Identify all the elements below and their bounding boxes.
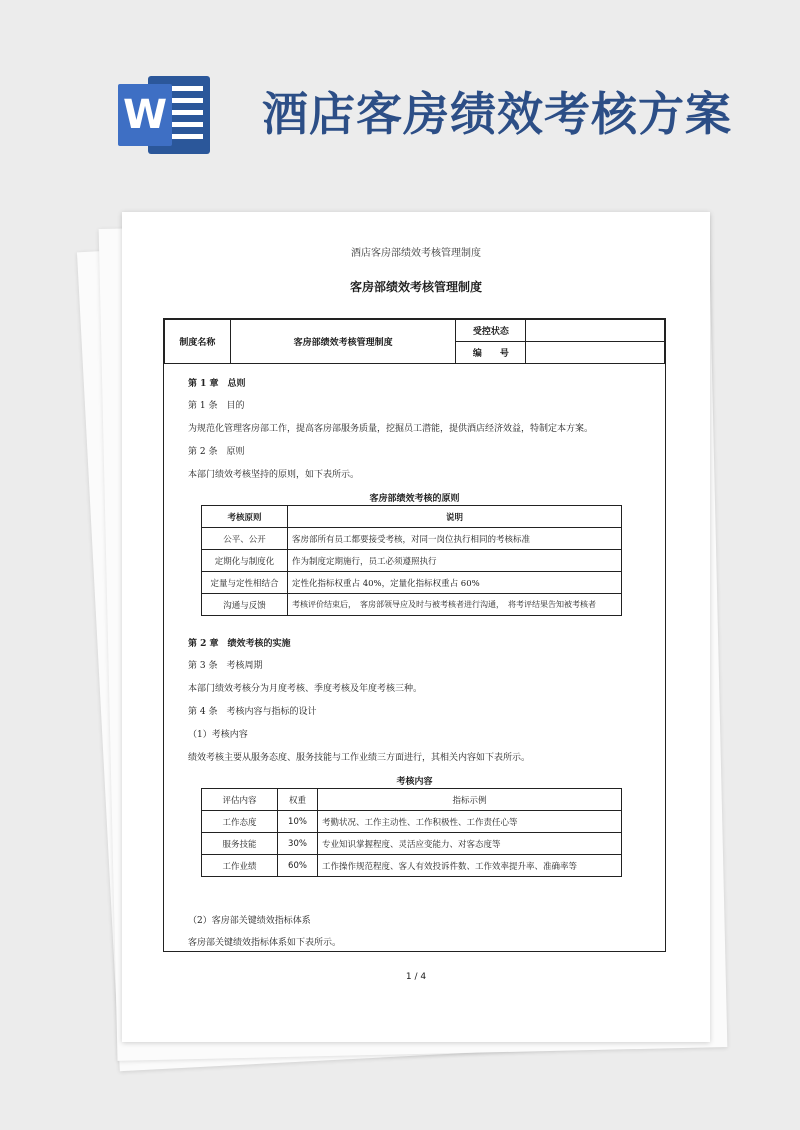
table-cell: 考勤状况、工作主动性、工作积极性、工作责任心等: [318, 811, 622, 833]
content-table-caption: 考核内容: [396, 777, 433, 787]
paragraph-2: 本部门绩效考核坚持的原则，如下表所示。: [188, 470, 360, 480]
paragraph-3: 本部门绩效考核分为月度考核、季度考核及年度考核三种。: [188, 684, 423, 694]
table-cell: 定量与定性相结合: [202, 572, 288, 594]
table-row: [202, 789, 622, 811]
number-value: [526, 342, 665, 364]
word-icon-letter: W: [118, 84, 172, 146]
table-cell: 工作态度: [202, 811, 278, 833]
table-row: [202, 594, 622, 616]
table-row: [202, 572, 622, 594]
table-cell: 定期化与制度化: [202, 550, 288, 572]
table-row: [202, 855, 622, 877]
table-cell: 定性化指标权重占 40%，定量化指标权重占 60%: [288, 572, 622, 594]
article-3: 第 3 条 考核周期: [188, 661, 263, 671]
document-frame: [163, 318, 666, 952]
chapter-2: 第 2 章 绩效考核的实施: [188, 639, 291, 649]
document-page: [122, 212, 710, 1042]
table-cell: 30%: [278, 833, 318, 855]
table-row: [202, 506, 622, 528]
document-title: 客房部绩效考核管理制度: [349, 280, 482, 294]
table-cell: 60%: [278, 855, 318, 877]
table-cell: 公平、公开: [202, 528, 288, 550]
paragraph-5: 客房部关键绩效指标体系如下表所示。: [188, 938, 342, 948]
table-row: [202, 550, 622, 572]
name-label: 制度名称: [165, 320, 231, 364]
table-cell: 客房部所有员工都要接受考核，对同一岗位执行相同的考核标准: [288, 528, 622, 550]
table-header-cell: 权重: [278, 789, 318, 811]
article-4: 第 4 条 考核内容与指标的设计: [188, 707, 317, 717]
banner: [0, 0, 800, 200]
section-2: （2）客房部关键绩效指标体系: [188, 916, 311, 926]
status-label: 受控状态: [456, 320, 526, 342]
principles-table-caption: 客房部绩效考核的原则: [369, 494, 460, 504]
section-1: （1）考核内容: [188, 730, 248, 740]
banner-title: 酒店客房绩效考核方案: [262, 87, 732, 141]
paragraph-1: 为规范化管理客房部工作，提高客房部服务质量，挖掘员工潜能，提供酒店经济效益，特制定本方案。: [188, 424, 594, 434]
table-row: [202, 833, 622, 855]
principles-table: [201, 505, 622, 616]
table-cell: 作为制度定期施行，员工必须遵照执行: [288, 550, 622, 572]
table-header-cell: 考核原则: [202, 506, 288, 528]
page-number: 1 / 4: [405, 972, 427, 982]
chapter-1: 第 1 章 总则: [188, 379, 246, 389]
table-cell: 工作业绩: [202, 855, 278, 877]
table-cell: 专业知识掌握程度、灵活应变能力、对客态度等: [318, 833, 622, 855]
article-1: 第 1 条 目的: [188, 401, 245, 411]
table-header-cell: 评估内容: [202, 789, 278, 811]
table-header-cell: 指标示例: [318, 789, 622, 811]
table-row: [202, 528, 622, 550]
document-header: 酒店客房部绩效考核管理制度: [351, 248, 481, 259]
status-value: [526, 320, 665, 342]
paragraph-4: 绩效考核主要从服务态度、服务技能与工作业绩三方面进行，其相关内容如下表所示。: [188, 753, 531, 763]
name-value: 客房部绩效考核管理制度: [230, 320, 456, 364]
table-header-cell: 说明: [288, 506, 622, 528]
article-2: 第 2 条 原则: [188, 447, 245, 457]
table-cell: 工作操作规范程度、客人有效投诉件数、工作效率提升率、准确率等: [318, 855, 622, 877]
table-row: [202, 811, 622, 833]
table-cell: 考核评价结束后， 客房部领导应及时与被考核者进行沟通， 将考评结果告知被考核者: [288, 594, 622, 616]
word-document-icon: [118, 76, 210, 154]
content-table: [201, 788, 622, 877]
info-table: [164, 319, 665, 364]
number-label: 编 号: [456, 342, 526, 364]
table-cell: 10%: [278, 811, 318, 833]
table-cell: 服务技能: [202, 833, 278, 855]
table-cell: 沟通与反馈: [202, 594, 288, 616]
